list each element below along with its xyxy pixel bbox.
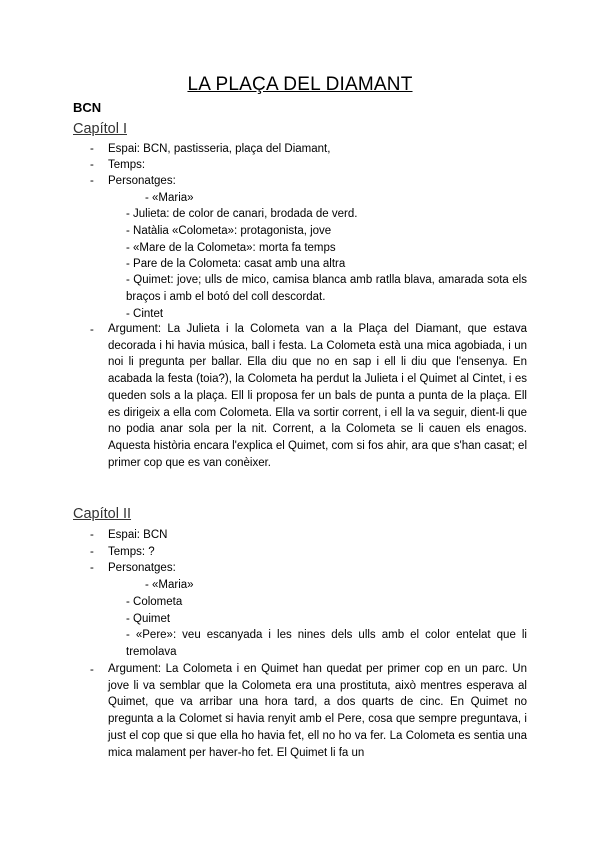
bullet-dash: - [90, 664, 94, 676]
bullet-dash: - [90, 546, 94, 558]
character-item: - Cintet [126, 308, 164, 320]
chapter-1-temps: Temps: [108, 159, 146, 171]
chapter-2-argument: Argument: La Colometa i en Quimet han quedat per primer cop en un parc. Un jove li va semblar que la Colometa era una prostituta, això mentres esperava al Quimet, que va arribar una hora tard, a dos quarts de cinc. En Quimet no pregunta a la Colomet si havia renyit amb el Pere, cosa que sempre preguntava, i just el cop que si que ella ho havia fet, ell no ho va fer. La Colometa es sentia una mica malament per haver-ho fet. El Quimet li fa un [108, 663, 527, 759]
character-item: - Colometa [126, 596, 183, 608]
character-item: - «Maria» [145, 579, 194, 591]
character-item: - Quimet [126, 613, 171, 625]
chapter-1-personatges-label: Personatges: [108, 175, 176, 187]
document-title: LA PLAÇA DEL DIAMANT [187, 74, 413, 95]
character-item: - Pare de la Colometa: casat amb una altra [126, 258, 346, 270]
character-item: - Natàlia «Colometa»: protagonista, jove [126, 225, 332, 237]
bullet-dash: - [90, 175, 94, 187]
chapter-2-heading: Capítol II [73, 506, 132, 522]
character-item: - Julieta: de color de canari, brodada de verd. [126, 208, 358, 220]
chapter-1-espai: Espai: BCN, pastisseria, plaça del Diamant, [108, 143, 331, 155]
character-item: - «Mare de la Colometa»: morta fa temps [126, 242, 336, 254]
chapter-1-argument: Argument: La Julieta i la Colometa van a la Plaça del Diamant, que estava decorada i hi havia música, ball i festa. La Colometa està una mica agobiada, i un noi li pregunta per ballar. Ella diu que no en sap i ell li diu que l'ensenya. En acabada la festa (toia?), la Colometa ha perdut la Julieta i el Quimet al Cintet, i es queden sols a la plaça. Ell li proposa fer un bals de punta a punta de la plaça. Ell es dirigeix a ella com Colometa. Ella va sortir corrent, i ell la va seguir, dient-li que no podia anar sola per la nit. Corrent, a la Colometa se li cauen els enagos. Aquesta història encara l'explica el Quimet, com si fos ahir, ara que s'han casat; el primer cop que es van conèixer. [108, 323, 527, 469]
bullet-dash: - [90, 562, 94, 574]
bullet-dash: - [90, 529, 94, 541]
character-item: - «Maria» [145, 192, 194, 204]
chapter-2-espai: Espai: BCN [108, 529, 168, 541]
bullet-dash: - [90, 143, 94, 155]
bullet-dash: - [90, 159, 94, 171]
character-item: - Quimet: jove; ulls de mico, camisa blanca amb ratlla blava, amarada sota els braços i amb el botó del coll descordat. [126, 274, 527, 303]
character-item: - «Pere»: veu escanyada i les nines dels ulls amb el color entelat que li tremolava [126, 629, 527, 658]
city-label: BCN [73, 100, 102, 115]
chapter-2-temps: Temps: ? [108, 546, 155, 558]
chapter-2-personatges-label: Personatges: [108, 562, 176, 574]
bullet-dash: - [90, 324, 94, 336]
chapter-1-heading: Capítol I [73, 121, 127, 137]
